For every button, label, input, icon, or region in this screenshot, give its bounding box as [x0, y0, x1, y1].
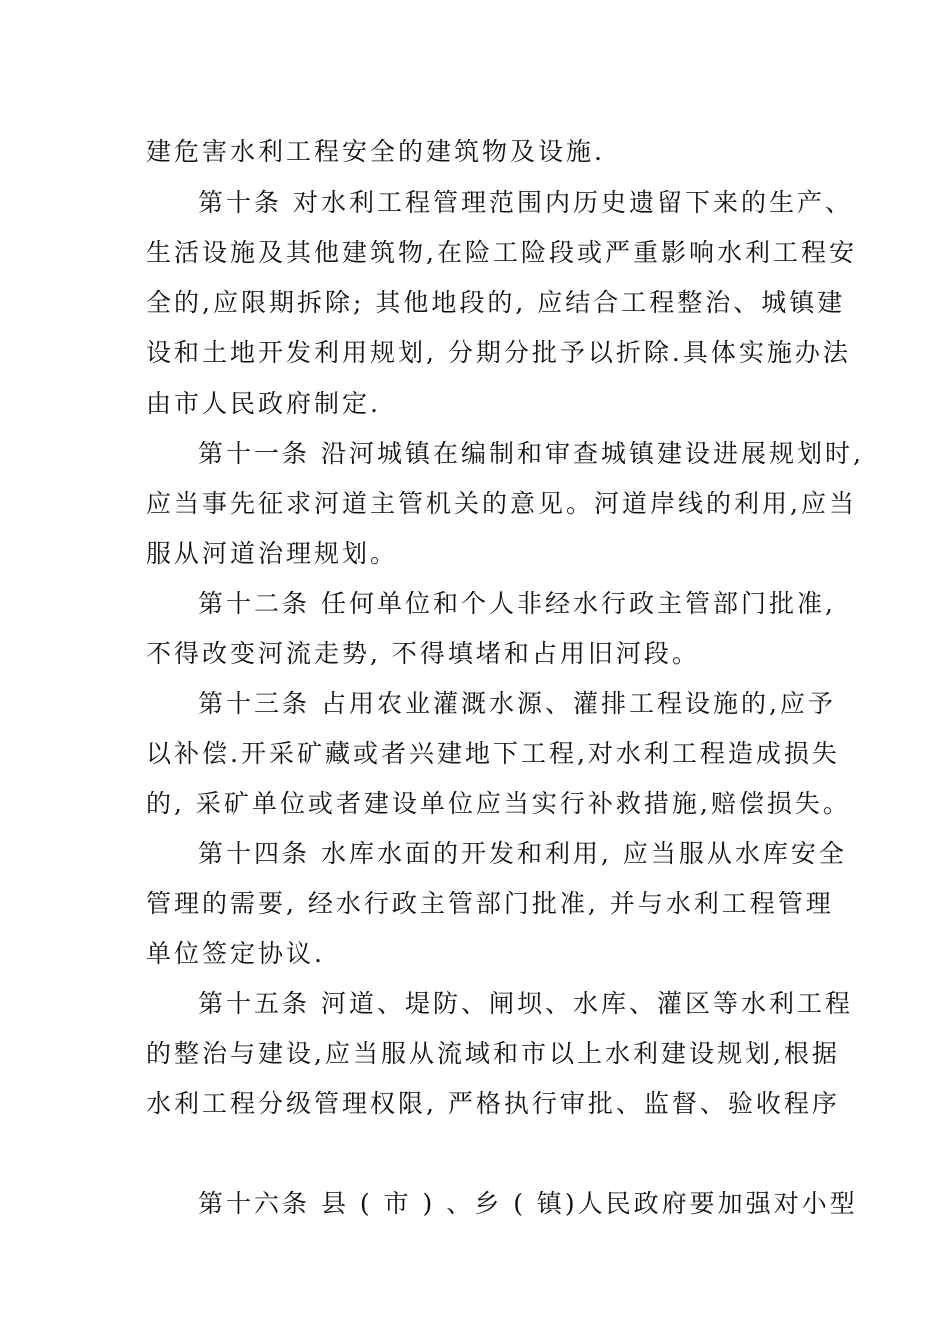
text-line: 以补偿.开采矿藏或者兴建地下工程,对水利工程造成损失 [146, 739, 840, 768]
text-line: 服从河道治理规划。 [146, 539, 399, 568]
text-line: 设和土地开发利用规划, 分期分批予以折除.具体实施办法 [146, 338, 851, 367]
article-15-heading-line: 第十五条 河道、堤防、闸坝、水库、灌区等水利工程 [198, 989, 853, 1018]
text-line: 不得改变河流走势, 不得填堵和占用旧河段。 [146, 639, 700, 668]
text-line: 建危害水利工程安全的建筑物及设施. [146, 137, 605, 166]
article-10-heading-line: 第十条 对水利工程管理范围内历史遗留下来的生产、 [198, 188, 853, 217]
article-13-heading-line: 第十三条 占用农业灌溉水源、灌排工程设施的,应予 [198, 689, 836, 718]
text-line: 的, 采矿单位或者建设单位应当实行补救措施,赔偿损失。 [146, 789, 851, 818]
text-line: 由市人民政府制定. [146, 389, 381, 418]
text-line: 单位签定协议. [146, 939, 325, 968]
text-line: 管理的需要, 经水行政主管部门批准, 并与水利工程管理 [146, 889, 834, 918]
text-line: 全的,应限期拆除; 其他地段的, 应结合工程整治、城镇建 [146, 288, 846, 317]
text-line: 应当事先征求河道主管机关的意见。河道岸线的利用,应当 [146, 489, 857, 518]
text-line: 水利工程分级管理权限, 严格执行审批、监督、验收程序 [146, 1089, 840, 1118]
article-12-heading-line: 第十二条 任何单位和个人非经水行政主管部门批准, [198, 589, 836, 618]
text-line: 生活设施及其他建筑物,在险工险段或严重影响水利工程安 [146, 238, 857, 267]
text-line: 的整治与建设,应当服从流域和市以上水利建设规划,根据 [146, 1039, 840, 1068]
article-14-heading-line: 第十四条 水库水面的开发和利用, 应当服从水库安全 [198, 839, 847, 868]
article-16-heading-line: 第十六条 县 ( 市 ) 、乡 ( 镇)人民政府要加强对小型 [198, 1189, 858, 1218]
article-11-heading-line: 第十一条 沿河城镇在编制和审查城镇建设进展规划时, [198, 439, 864, 468]
